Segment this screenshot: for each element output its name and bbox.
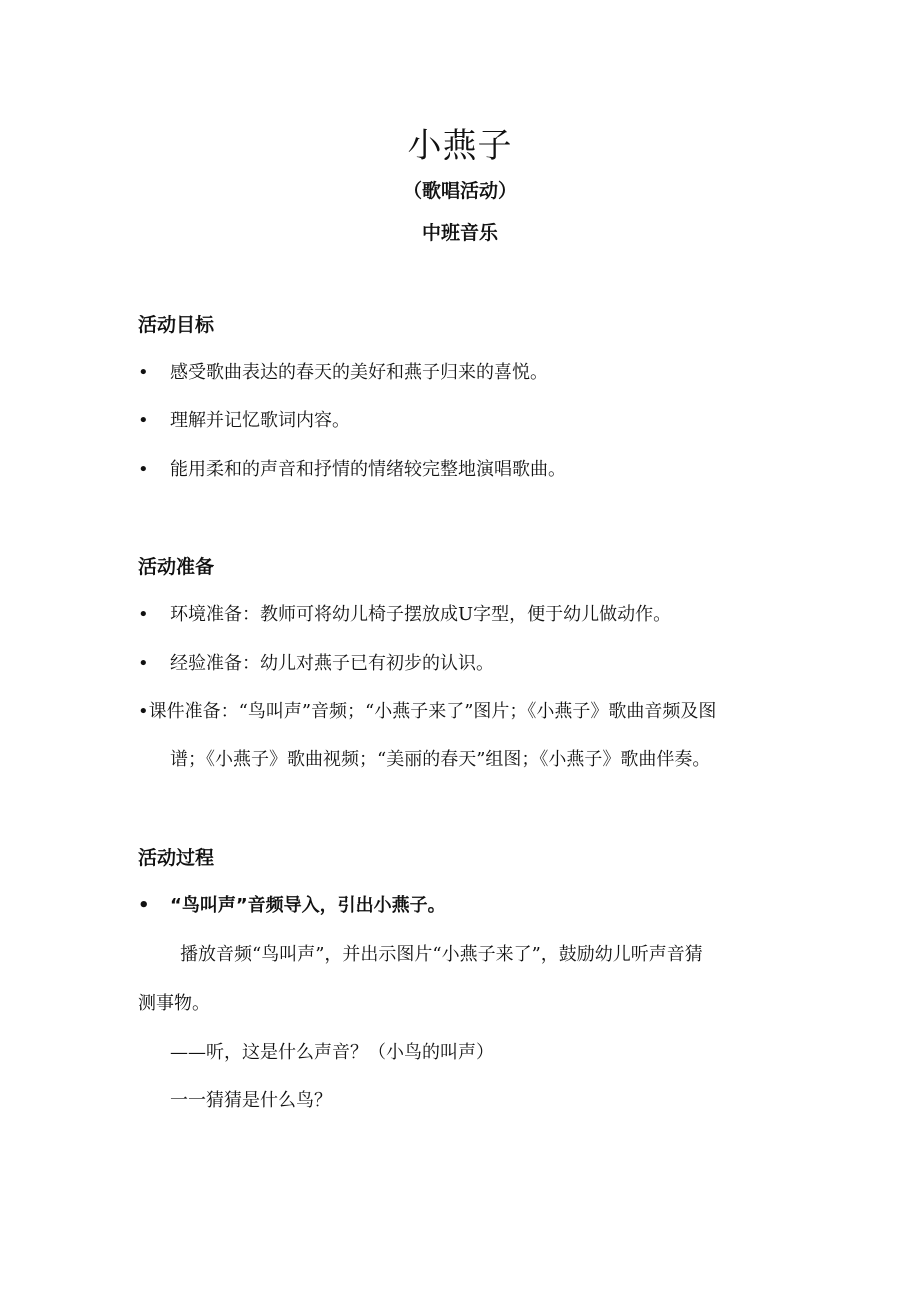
- process-step-title: [138, 891, 446, 917]
- goal-item-text: 感受歌曲表达的春天的美好和燕子归来的喜悦。: [170, 362, 548, 383]
- process-dialogue-1: ——听，这是什么声音？（小鸟的叫声）: [170, 1042, 494, 1063]
- bullet-icon: •: [138, 895, 150, 916]
- goal-item-text: 理解并记忆歌词内容。: [170, 410, 350, 431]
- bullet-icon: •: [138, 459, 149, 480]
- bullet-icon: •: [138, 653, 149, 674]
- goal-item: [138, 455, 566, 481]
- courseware-line-2: 谱；《小燕子》歌曲视频；“美丽的春天”组图；《小燕子》歌曲伴奏。: [170, 749, 711, 770]
- process-heading: 活动过程: [138, 847, 215, 869]
- preparation-heading: 活动准备: [138, 556, 215, 578]
- process-step-title-text: “鸟叫声”音频导入，引出小燕子。: [170, 895, 446, 916]
- preparation-item-text: 环境准备：教师可将幼儿椅子摆放成U字型，便于幼儿做动作。: [170, 604, 672, 625]
- courseware-line-1: •课件准备：“鸟叫声”音频；“小燕子来了”图片；《小燕子》歌曲音频及图: [138, 701, 717, 722]
- document-grade: 中班音乐: [421, 222, 498, 244]
- process-dialogue-2: 一一猜猜是什么鸟？: [170, 1090, 332, 1111]
- document-subtitle: （歌唱活动）: [402, 180, 517, 202]
- goal-item: [138, 358, 548, 384]
- process-paragraph-line-1: 播放音频“鸟叫声”，并出示图片“小燕子来了”，鼓励幼儿听声音猜: [180, 944, 703, 965]
- preparation-item-text: 经验准备：幼儿对燕子已有初步的认识。: [170, 653, 494, 674]
- process-paragraph-line-2: 测事物。: [138, 993, 210, 1014]
- goals-heading: 活动目标: [138, 314, 215, 336]
- preparation-item: [138, 600, 671, 626]
- bullet-icon: •: [138, 362, 149, 383]
- goal-item: [138, 406, 350, 432]
- bullet-icon: •: [138, 410, 149, 431]
- preparation-item: [138, 649, 494, 675]
- goal-item-text: 能用柔和的声音和抒情的情绪较完整地演唱歌曲。: [170, 459, 566, 480]
- document-title: 小燕子: [407, 126, 513, 166]
- bullet-icon: •: [138, 604, 149, 625]
